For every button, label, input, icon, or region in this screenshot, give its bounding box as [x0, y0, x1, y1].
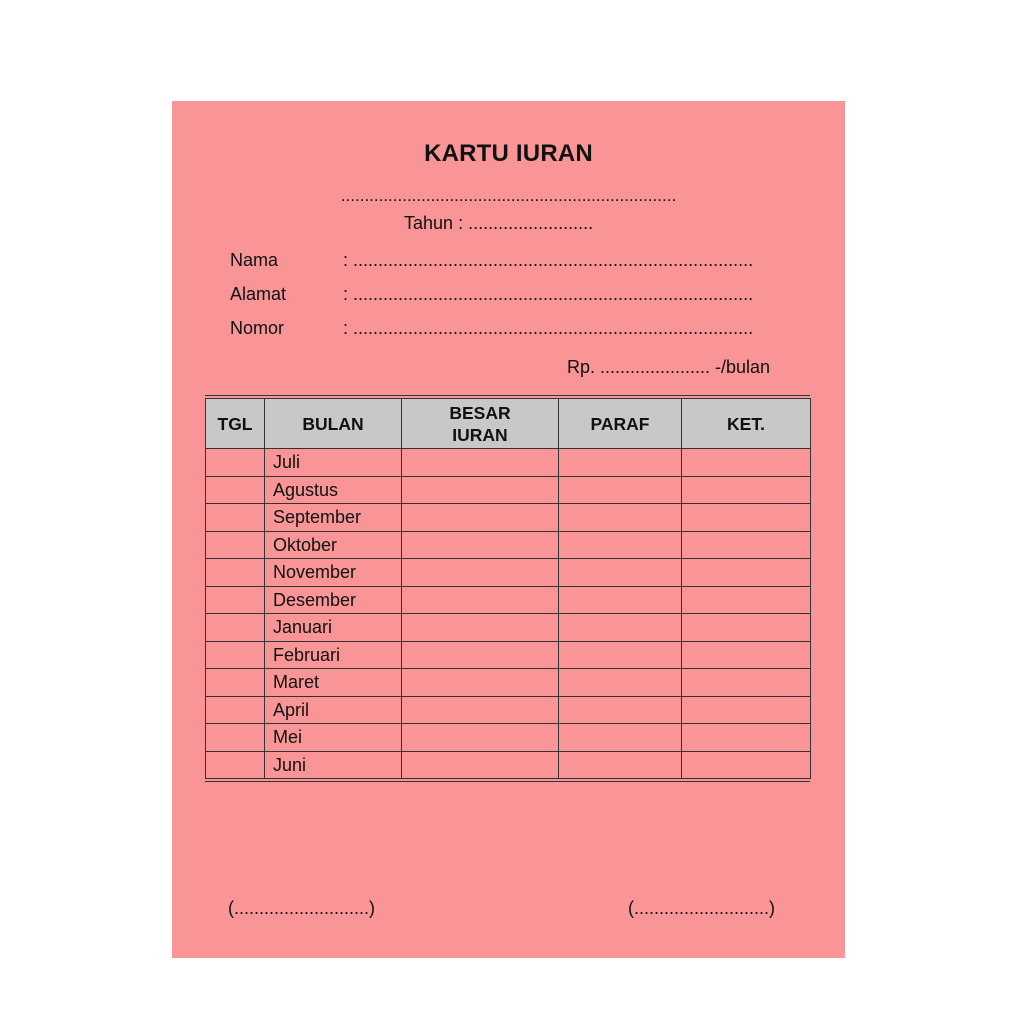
tgl-cell — [206, 669, 265, 697]
month-cell: Maret — [265, 669, 402, 697]
header-ket: KET. — [682, 399, 811, 449]
tgl-cell — [206, 504, 265, 532]
monthly-rate: Rp. ...................... -/bulan — [567, 357, 771, 377]
month-cell: November — [265, 559, 402, 587]
ket-cell — [682, 614, 811, 642]
paraf-cell — [559, 614, 682, 642]
ket-cell — [682, 724, 811, 752]
ket-cell — [682, 586, 811, 614]
address-value: : ................................................................................ — [343, 284, 754, 304]
year-field — [404, 213, 593, 234]
month-cell: Juni — [265, 751, 402, 779]
signature-left: (...........................) — [228, 898, 376, 918]
amount-cell — [402, 449, 559, 477]
amount-cell — [402, 696, 559, 724]
ket-cell — [682, 751, 811, 779]
tgl-cell — [206, 586, 265, 614]
table-row — [206, 696, 811, 724]
table-row — [206, 724, 811, 752]
header-besar-iuran — [402, 399, 559, 449]
ket-cell — [682, 696, 811, 724]
table-row — [206, 641, 811, 669]
amount-cell — [402, 614, 559, 642]
table-row — [206, 614, 811, 642]
number-field — [230, 318, 753, 339]
number-value: : ................................................................................ — [343, 318, 754, 338]
month-cell: Juli — [265, 449, 402, 477]
tgl-cell — [206, 559, 265, 587]
month-cell: April — [265, 696, 402, 724]
amount-cell — [402, 641, 559, 669]
ket-cell — [682, 531, 811, 559]
amount-cell — [402, 476, 559, 504]
signature-right: (...........................) — [628, 898, 776, 918]
paraf-cell — [559, 641, 682, 669]
paraf-cell — [559, 586, 682, 614]
header-tgl: TGL — [206, 399, 265, 449]
header-besar-line2: IURAN — [452, 424, 508, 445]
ket-cell — [682, 559, 811, 587]
tgl-cell — [206, 751, 265, 779]
header-paraf: PARAF — [559, 399, 682, 449]
organization-line: ....................................................................... — [340, 186, 677, 205]
table-row — [206, 751, 811, 779]
table-body — [206, 449, 811, 779]
card-title: KARTU IURAN — [424, 140, 593, 167]
month-cell: September — [265, 504, 402, 532]
number-label: Nomor — [230, 318, 285, 338]
address-field — [230, 284, 753, 305]
table-row — [206, 449, 811, 477]
table-row — [206, 531, 811, 559]
dues-card — [172, 101, 845, 958]
address-label: Alamat — [230, 284, 287, 304]
ket-cell — [682, 504, 811, 532]
name-field — [230, 250, 753, 271]
amount-cell — [402, 504, 559, 532]
amount-cell — [402, 586, 559, 614]
month-cell: Mei — [265, 724, 402, 752]
month-cell: Februari — [265, 641, 402, 669]
header-bulan: BULAN — [265, 399, 402, 449]
month-cell: Agustus — [265, 476, 402, 504]
month-cell: Desember — [265, 586, 402, 614]
paraf-cell — [559, 531, 682, 559]
paraf-cell — [559, 449, 682, 477]
ket-cell — [682, 476, 811, 504]
year-label: Tahun — [404, 213, 454, 233]
paraf-cell — [559, 559, 682, 587]
tgl-cell — [206, 531, 265, 559]
paraf-cell — [559, 504, 682, 532]
table-header-row — [206, 399, 811, 449]
header-besar-line1: BESAR — [449, 402, 511, 423]
year-value: : ......................... — [458, 213, 594, 233]
table-row — [206, 476, 811, 504]
payment-table-frame — [205, 395, 810, 782]
tgl-cell — [206, 476, 265, 504]
amount-cell — [402, 669, 559, 697]
month-cell: Januari — [265, 614, 402, 642]
tgl-cell — [206, 696, 265, 724]
amount-cell — [402, 531, 559, 559]
month-cell: Oktober — [265, 531, 402, 559]
tgl-cell — [206, 724, 265, 752]
paraf-cell — [559, 696, 682, 724]
name-value: : ................................................................................ — [343, 250, 754, 270]
tgl-cell — [206, 449, 265, 477]
amount-cell — [402, 724, 559, 752]
paraf-cell — [559, 669, 682, 697]
payment-table — [205, 398, 811, 779]
name-label: Nama — [230, 250, 279, 270]
table-row — [206, 504, 811, 532]
table-row — [206, 586, 811, 614]
table-row — [206, 559, 811, 587]
ket-cell — [682, 641, 811, 669]
tgl-cell — [206, 614, 265, 642]
paraf-cell — [559, 476, 682, 504]
tgl-cell — [206, 641, 265, 669]
ket-cell — [682, 449, 811, 477]
paraf-cell — [559, 751, 682, 779]
amount-cell — [402, 751, 559, 779]
ket-cell — [682, 669, 811, 697]
paraf-cell — [559, 724, 682, 752]
amount-cell — [402, 559, 559, 587]
table-row — [206, 669, 811, 697]
